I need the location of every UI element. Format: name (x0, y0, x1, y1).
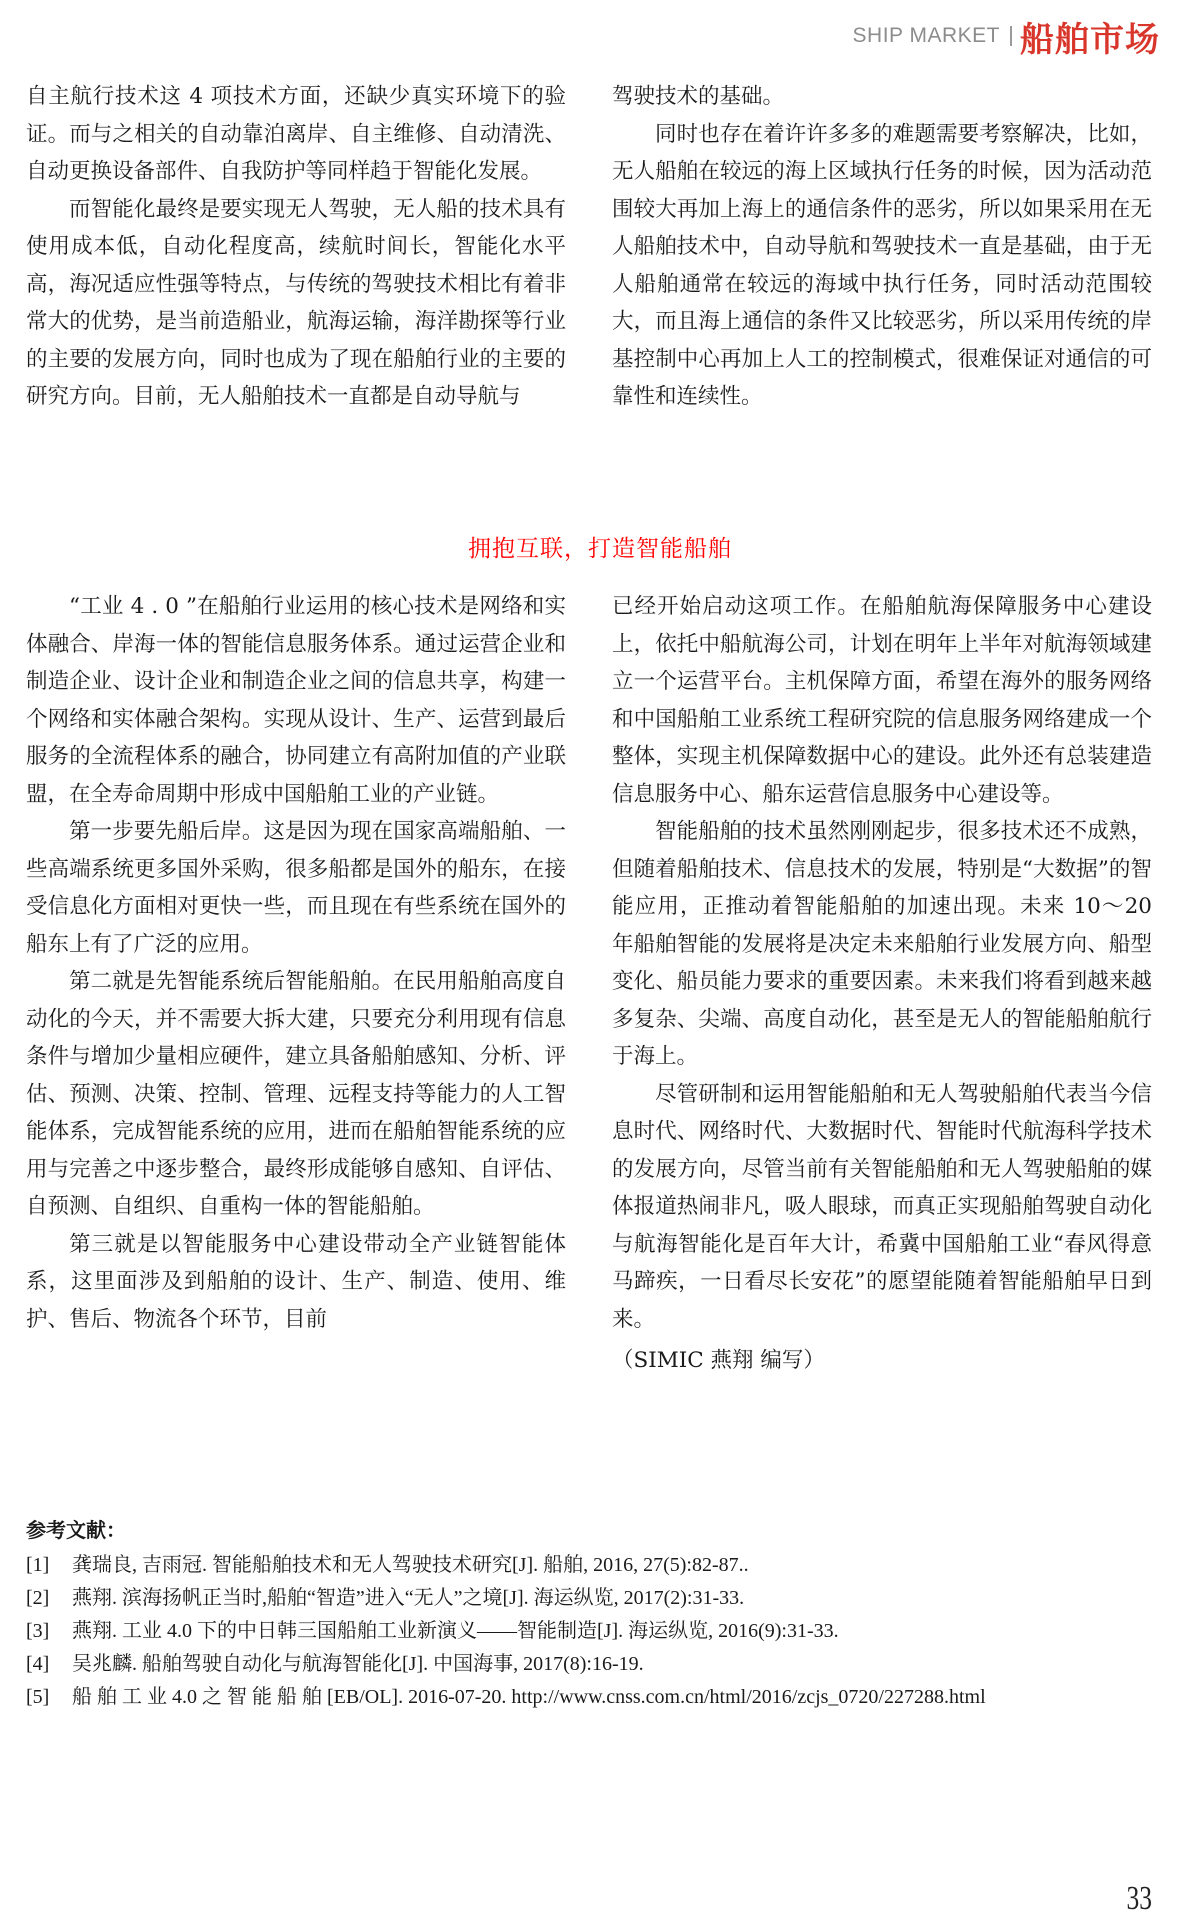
section-name-en: SHIP MARKET (852, 24, 1000, 47)
reference-text: 燕翔. 滨海扬帆正当时,船舶“智造”进入“无人”之境[J]. 海运纵览, 2017(2):31-33. (72, 1587, 745, 1609)
reference-number: [1] (26, 1554, 50, 1576)
section-heading: 拥抱互联，打造智能船舶 (468, 536, 732, 562)
paragraph: 而智能化最终是要实现无人驾驶，无人船的技术具有使用成本低，自动化程度高，续航时间长，智能化水平高，海况适应性强等特点，与传统的驾驶技术相比有着非常大的优势，是当前造船业，航海运输，海洋勘探等行业的主要的发展方向，同时也成为了现在船舶行业的主要的研究方向。目前，无人船舶技术一直都是自动导航与 (26, 196, 566, 409)
bottom-left-column (26, 588, 566, 1338)
reference-number: [4] (26, 1653, 50, 1675)
author-signature: （SIMIC 燕翔 编写） (612, 1348, 825, 1373)
reference-item (26, 1648, 1156, 1681)
section-name-cn: 船舶市场 (1020, 19, 1160, 60)
references-section (26, 1514, 1156, 1714)
page-header (853, 12, 1160, 60)
reference-text: 燕翔. 工业 4.0 下的中日韩三国船舶工业新演义——智能制造[J]. 海运纵览, 2016(9):31-33. (72, 1620, 839, 1642)
paragraph: 驾驶技术的基础。 (612, 84, 785, 109)
reference-text: 船 舶 工 业 4.0 之 智 能 船 舶 [EB/OL]. 2016-07-20. http://www.cnss.com.cn/html/2016/zcjs_0720/227288.html (72, 1686, 986, 1708)
reference-item (26, 1681, 1156, 1714)
paragraph: 智能船舶的技术虽然刚刚起步，很多技术还不成熟，但随着船舶技术、信息技术的发展，特别是“大数据”的智能应用，正推动着智能船舶的加速出现。未来 10～20 年船舶智能的发展将是决定未来船舶行业发展方向、船型变化、船员能力要求的重要因素。未来我们将看到越来越多复杂、尖端、高度自动化，甚至是无人的智能船舶航行于海上。 (612, 819, 1152, 1069)
top-left-column (26, 78, 566, 416)
paragraph: 尽管研制和运用智能船舶和无人驾驶船舶代表当今信息时代、网络时代、大数据时代、智能时代航海科学技术的发展方向，尽管当前有关智能船舶和无人驾驶船舶的媒体报道热闹非凡，吸人眼球，而真正实现船舶驾驶自动化与航海智能化是百年大计，希冀中国船舶工业“春风得意马蹄疾，一日看尽长安花”的愿望能随着智能船舶早日到来。 (612, 1081, 1152, 1332)
bottom-right-column (612, 588, 1152, 1380)
paragraph: “工业 4 . 0 ”在船舶行业运用的核心技术是网络和实体融合、岸海一体的智能信息服务体系。通过运营企业和制造企业、设计企业和制造企业之间的信息共享，构建一个网络和实体融合架构。实现从设计、生产、运营到最后服务的全流程体系的融合，协同建立有高附加值的产业联盟，在全寿命周期中形成中国船舶工业的产业链。 (26, 594, 566, 807)
paragraph: 同时也存在着许许多多的难题需要考察解决，比如，无人船舶在较远的海上区域执行任务的时候，因为活动范围较大再加上海上的通信条件的恶劣，所以如果采用在无人船舶技术中，自动导航和驾驶技术一直是基础，由于无人船舶通常在较远的海域中执行任务，同时活动范围较大，而且海上通信的条件又比较恶劣，所以采用传统的岸基控制中心再加上人工的控制模式，很难保证对通信的可靠性和连续性。 (612, 121, 1152, 409)
paragraph: 第三就是以智能服务中心建设带动全产业链智能体系，这里面涉及到船舶的设计、生产、制造、使用、维护、售后、物流各个环节，目前 (26, 1231, 566, 1332)
reference-item (26, 1582, 1156, 1615)
reference-number: [5] (26, 1686, 50, 1708)
paragraph: 第二就是先智能系统后智能船舶。在民用船舶高度自动化的今天，并不需要大拆大建，只要充分利用现有信息条件与增加少量相应硬件，建立具备船舶感知、分析、评估、预测、决策、控制、管理、远程支持等能力的人工智能体系，完成智能系统的应用，进而在船舶智能系统的应用与完善之中逐步整合，最终形成能够自感知、自评估、自预测、自组织、自重构一体的智能船舶。 (26, 969, 566, 1219)
reference-text: 龚瑞良, 吉雨冠. 智能船舶技术和无人驾驶技术研究[J]. 船舶, 2016, 27(5):82-87.. (72, 1554, 749, 1576)
top-right-column (612, 78, 1152, 416)
page-number: 33 (1126, 1880, 1152, 1917)
paragraph: 第一步要先船后岸。这是因为现在国家高端船舶、一些高端系统更多国外采购，很多船都是国外的船东，在接受信息化方面相对更快一些，而且现在有些系统在国外的船东上有了广泛的应用。 (26, 819, 566, 957)
reference-item (26, 1615, 1156, 1648)
references-title: 参考文献： (26, 1518, 126, 1542)
paragraph: 已经开始启动这项工作。在船舶航海保障服务中心建设上，依托中船航海公司，计划在明年上半年对航海领域建立一个运营平台。主机保障方面，希望在海外的服务网络和中国船舶工业系统工程研究院的信息服务网络建成一个整体，实现主机保障数据中心的建设。此外还有总装建造信息服务中心、船东运营信息服务中心建设等。 (612, 594, 1152, 807)
reference-number: [3] (26, 1620, 50, 1642)
reference-item (26, 1549, 1156, 1582)
reference-text: 吴兆麟. 船舶驾驶自动化与航海智能化[J]. 中国海事, 2017(8):16-19. (72, 1653, 644, 1675)
paragraph: 自主航行技术这 4 项技术方面，还缺少真实环境下的验证。而与之相关的自动靠泊离岸、自主维修、自动清洗、自动更换设备部件、自我防护等同样趋于智能化发展。 (26, 84, 566, 184)
header-divider (1010, 26, 1012, 46)
reference-number: [2] (26, 1587, 50, 1609)
